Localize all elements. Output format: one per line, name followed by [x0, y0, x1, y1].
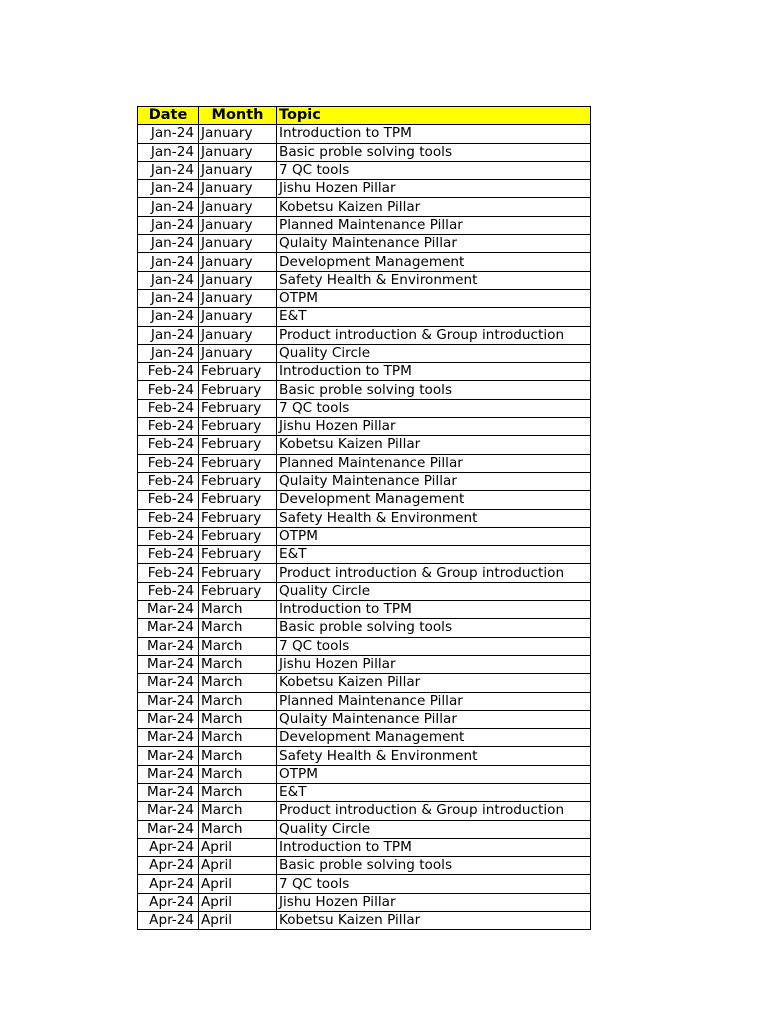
cell-date: Mar-24 [138, 783, 199, 801]
cell-date: Feb-24 [138, 454, 199, 472]
table-row [138, 198, 591, 216]
table-row [138, 857, 591, 875]
cell-date: Mar-24 [138, 674, 199, 692]
cell-date: Jan-24 [138, 271, 199, 289]
cell-topic: Qulaity Maintenance Pillar [277, 710, 591, 728]
cell-month: March [199, 729, 277, 747]
cell-date: Jan-24 [138, 125, 199, 143]
table-row [138, 747, 591, 765]
cell-topic: Safety Health & Environment [277, 509, 591, 527]
header-row [138, 107, 591, 125]
table-row [138, 893, 591, 911]
cell-topic: Introduction to TPM [277, 838, 591, 856]
table-row [138, 875, 591, 893]
header-topic: Topic [277, 107, 591, 125]
cell-date: Mar-24 [138, 765, 199, 783]
cell-month: March [199, 765, 277, 783]
cell-month: January [199, 198, 277, 216]
cell-topic: E&T [277, 308, 591, 326]
cell-month: January [199, 289, 277, 307]
table-row [138, 838, 591, 856]
table-row [138, 710, 591, 728]
cell-topic: Product introduction & Group introduction [277, 802, 591, 820]
cell-month: February [199, 527, 277, 545]
cell-date: Jan-24 [138, 216, 199, 234]
cell-month: April [199, 893, 277, 911]
cell-month: February [199, 491, 277, 509]
cell-date: Mar-24 [138, 802, 199, 820]
cell-month: March [199, 710, 277, 728]
cell-month: February [199, 381, 277, 399]
cell-date: Mar-24 [138, 655, 199, 673]
cell-date: Jan-24 [138, 253, 199, 271]
table-row [138, 491, 591, 509]
cell-month: March [199, 655, 277, 673]
table-row [138, 161, 591, 179]
cell-date: Feb-24 [138, 418, 199, 436]
table-row [138, 692, 591, 710]
table-row [138, 308, 591, 326]
cell-date: Feb-24 [138, 509, 199, 527]
cell-date: Feb-24 [138, 527, 199, 545]
cell-date: Jan-24 [138, 235, 199, 253]
cell-month: January [199, 180, 277, 198]
table-row [138, 289, 591, 307]
cell-date: Mar-24 [138, 710, 199, 728]
cell-date: Apr-24 [138, 875, 199, 893]
table-row [138, 802, 591, 820]
cell-month: March [199, 637, 277, 655]
table-row [138, 912, 591, 930]
cell-topic: OTPM [277, 289, 591, 307]
table-row [138, 418, 591, 436]
cell-month: March [199, 820, 277, 838]
table-row [138, 509, 591, 527]
table-body [138, 125, 591, 930]
cell-month: March [199, 619, 277, 637]
cell-topic: Quality Circle [277, 820, 591, 838]
cell-topic: Basic proble solving tools [277, 857, 591, 875]
cell-topic: Quality Circle [277, 582, 591, 600]
cell-topic: Product introduction & Group introduction [277, 326, 591, 344]
cell-topic: Development Management [277, 729, 591, 747]
cell-topic: Safety Health & Environment [277, 747, 591, 765]
cell-date: Feb-24 [138, 472, 199, 490]
cell-date: Mar-24 [138, 601, 199, 619]
cell-topic: Product introduction & Group introduction [277, 564, 591, 582]
table-row [138, 381, 591, 399]
cell-date: Mar-24 [138, 619, 199, 637]
table-row [138, 674, 591, 692]
table-row [138, 472, 591, 490]
cell-month: April [199, 857, 277, 875]
cell-month: January [199, 253, 277, 271]
table-row [138, 582, 591, 600]
cell-topic: E&T [277, 546, 591, 564]
cell-topic: 7 QC tools [277, 161, 591, 179]
cell-topic: Kobetsu Kaizen Pillar [277, 436, 591, 454]
cell-month: April [199, 875, 277, 893]
cell-topic: 7 QC tools [277, 875, 591, 893]
header-month: Month [199, 107, 277, 125]
cell-date: Feb-24 [138, 491, 199, 509]
cell-date: Feb-24 [138, 399, 199, 417]
cell-topic: OTPM [277, 527, 591, 545]
table-row [138, 125, 591, 143]
cell-topic: Kobetsu Kaizen Pillar [277, 674, 591, 692]
cell-topic: Development Management [277, 253, 591, 271]
cell-topic: Basic proble solving tools [277, 619, 591, 637]
cell-month: January [199, 216, 277, 234]
cell-topic: Jishu Hozen Pillar [277, 418, 591, 436]
cell-date: Apr-24 [138, 912, 199, 930]
table-row [138, 143, 591, 161]
cell-month: March [199, 802, 277, 820]
cell-topic: Qulaity Maintenance Pillar [277, 235, 591, 253]
table-row [138, 180, 591, 198]
table-row [138, 820, 591, 838]
cell-date: Jan-24 [138, 326, 199, 344]
table-row [138, 253, 591, 271]
cell-month: April [199, 912, 277, 930]
cell-month: February [199, 472, 277, 490]
cell-date: Jan-24 [138, 143, 199, 161]
cell-topic: Qulaity Maintenance Pillar [277, 472, 591, 490]
table-row [138, 655, 591, 673]
cell-date: Feb-24 [138, 546, 199, 564]
table-row [138, 765, 591, 783]
cell-month: February [199, 418, 277, 436]
cell-date: Feb-24 [138, 436, 199, 454]
cell-date: Mar-24 [138, 820, 199, 838]
header-date: Date [138, 107, 199, 125]
cell-topic: Jishu Hozen Pillar [277, 893, 591, 911]
cell-topic: Planned Maintenance Pillar [277, 692, 591, 710]
cell-topic: OTPM [277, 765, 591, 783]
cell-date: Apr-24 [138, 857, 199, 875]
table-row [138, 546, 591, 564]
cell-topic: E&T [277, 783, 591, 801]
cell-date: Feb-24 [138, 363, 199, 381]
cell-month: January [199, 125, 277, 143]
cell-month: April [199, 838, 277, 856]
cell-topic: Safety Health & Environment [277, 271, 591, 289]
cell-topic: Development Management [277, 491, 591, 509]
cell-month: January [199, 326, 277, 344]
cell-topic: 7 QC tools [277, 399, 591, 417]
table-row [138, 454, 591, 472]
cell-month: January [199, 344, 277, 362]
cell-date: Jan-24 [138, 180, 199, 198]
cell-month: March [199, 674, 277, 692]
cell-month: January [199, 235, 277, 253]
cell-month: January [199, 308, 277, 326]
cell-topic: Jishu Hozen Pillar [277, 655, 591, 673]
cell-date: Jan-24 [138, 198, 199, 216]
table-row [138, 564, 591, 582]
cell-month: March [199, 783, 277, 801]
cell-topic: Basic proble solving tools [277, 381, 591, 399]
cell-date: Jan-24 [138, 289, 199, 307]
cell-date: Jan-24 [138, 161, 199, 179]
table-header [138, 107, 591, 125]
cell-date: Jan-24 [138, 344, 199, 362]
cell-topic: Quality Circle [277, 344, 591, 362]
cell-date: Mar-24 [138, 729, 199, 747]
cell-month: January [199, 143, 277, 161]
table-row [138, 235, 591, 253]
cell-month: March [199, 747, 277, 765]
cell-month: January [199, 271, 277, 289]
cell-date: Jan-24 [138, 308, 199, 326]
table-row [138, 216, 591, 234]
cell-topic: Planned Maintenance Pillar [277, 454, 591, 472]
cell-topic: Kobetsu Kaizen Pillar [277, 912, 591, 930]
table-row [138, 527, 591, 545]
cell-month: February [199, 509, 277, 527]
cell-month: March [199, 692, 277, 710]
cell-topic: Introduction to TPM [277, 601, 591, 619]
cell-topic: Jishu Hozen Pillar [277, 180, 591, 198]
cell-date: Feb-24 [138, 582, 199, 600]
cell-month: February [199, 582, 277, 600]
cell-date: Apr-24 [138, 893, 199, 911]
cell-month: February [199, 454, 277, 472]
training-schedule-table [137, 106, 591, 930]
cell-month: February [199, 546, 277, 564]
table-row [138, 601, 591, 619]
table-row [138, 619, 591, 637]
cell-topic: Introduction to TPM [277, 363, 591, 381]
cell-month: February [199, 399, 277, 417]
cell-month: February [199, 363, 277, 381]
table-row [138, 344, 591, 362]
cell-topic: 7 QC tools [277, 637, 591, 655]
table-row [138, 783, 591, 801]
table-row [138, 637, 591, 655]
cell-topic: Planned Maintenance Pillar [277, 216, 591, 234]
cell-month: February [199, 564, 277, 582]
table-row [138, 363, 591, 381]
cell-date: Mar-24 [138, 747, 199, 765]
cell-date: Feb-24 [138, 564, 199, 582]
cell-month: February [199, 436, 277, 454]
cell-topic: Introduction to TPM [277, 125, 591, 143]
table-row [138, 326, 591, 344]
table-row [138, 271, 591, 289]
cell-date: Apr-24 [138, 838, 199, 856]
cell-month: March [199, 601, 277, 619]
table-row [138, 436, 591, 454]
cell-date: Feb-24 [138, 381, 199, 399]
table-row [138, 729, 591, 747]
cell-topic: Basic proble solving tools [277, 143, 591, 161]
table-row [138, 399, 591, 417]
cell-topic: Kobetsu Kaizen Pillar [277, 198, 591, 216]
cell-date: Mar-24 [138, 637, 199, 655]
cell-month: January [199, 161, 277, 179]
cell-date: Mar-24 [138, 692, 199, 710]
